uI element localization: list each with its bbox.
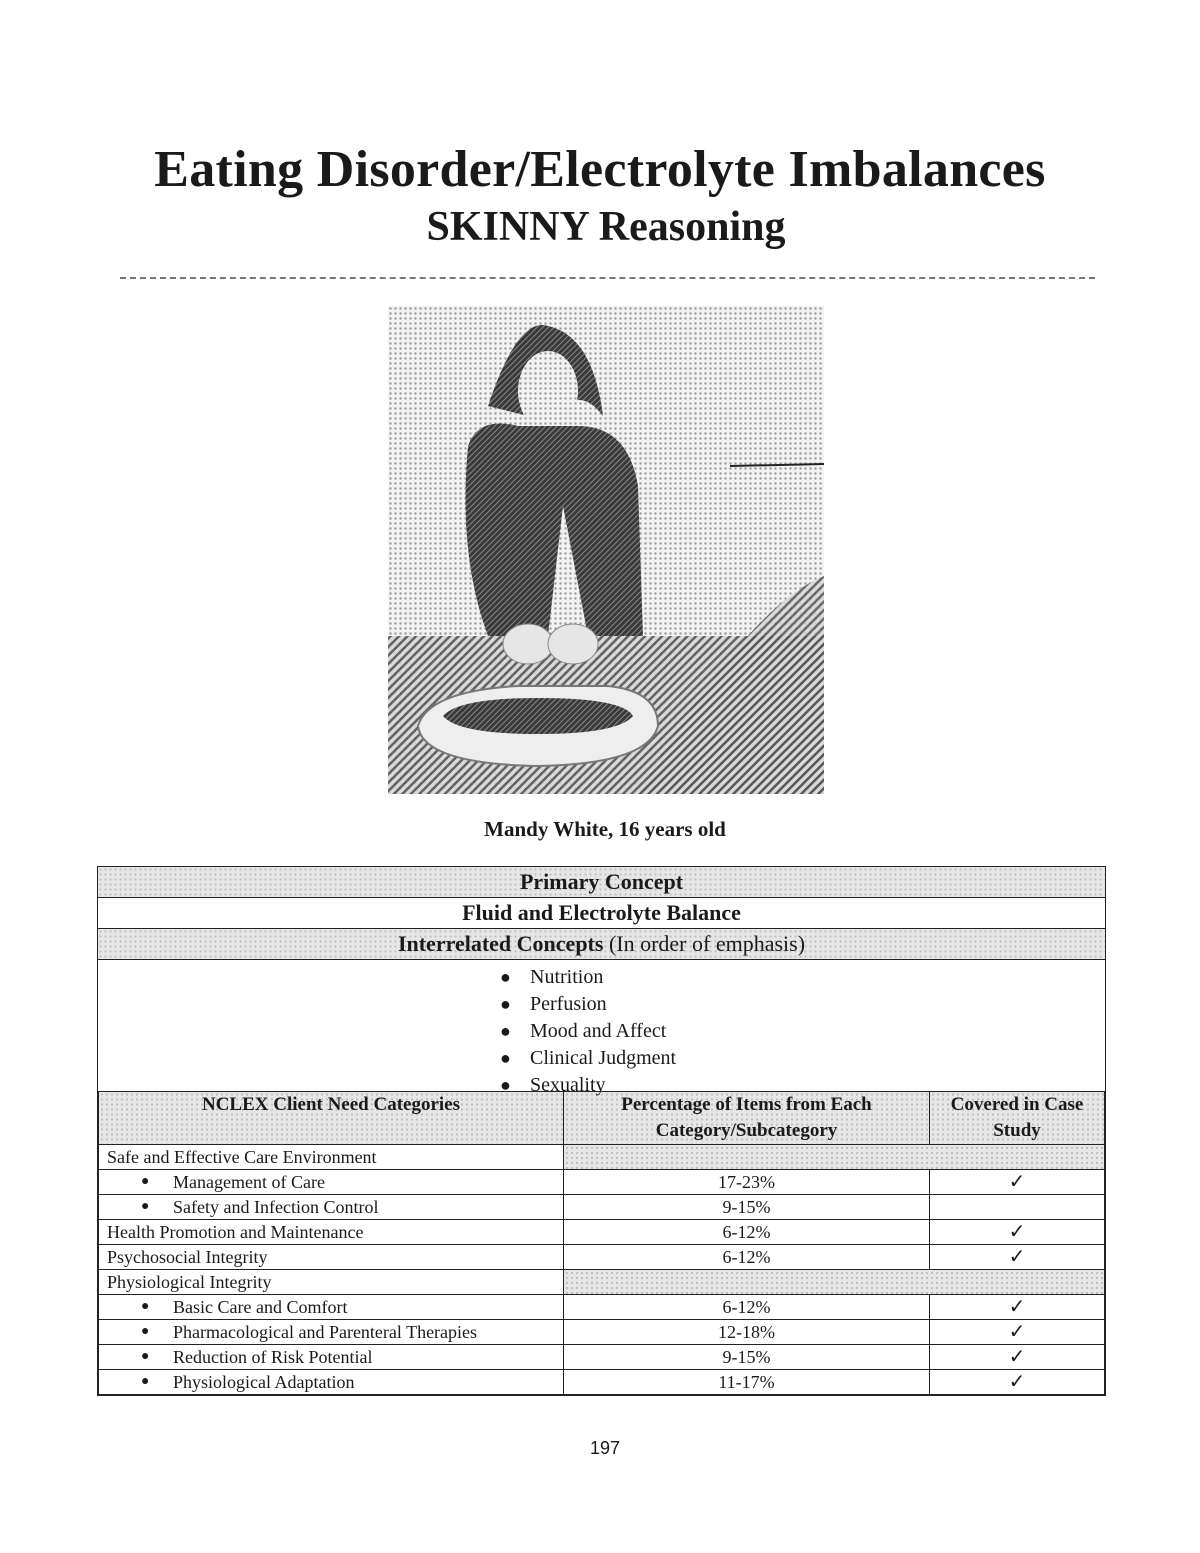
- table-row: [99, 1170, 1105, 1195]
- bullet-icon: ●: [500, 1021, 511, 1041]
- bullet-icon: ●: [500, 1075, 511, 1095]
- bullet-icon: ●: [500, 994, 511, 1014]
- dashed-divider: [120, 277, 1095, 279]
- checkmark-icon: ✓: [930, 1295, 1105, 1320]
- subcategory-label: Safety and Infection Control: [173, 1197, 379, 1217]
- table-row: [99, 1195, 1105, 1220]
- list-item: [98, 1018, 1105, 1045]
- checkmark-icon: ✓: [930, 1320, 1105, 1345]
- percentage-cell: 9-15%: [564, 1345, 930, 1370]
- category-filler: [564, 1145, 1105, 1170]
- nclex-table: [98, 1092, 1105, 1395]
- covered-cell: [930, 1195, 1105, 1220]
- percentage-cell: 17-23%: [564, 1170, 930, 1195]
- percentage-cell: 12-18%: [564, 1320, 930, 1345]
- primary-concept-value: Fluid and Electrolyte Balance: [98, 898, 1105, 929]
- list-item: [98, 991, 1105, 1018]
- checkmark-icon: ✓: [930, 1370, 1105, 1395]
- bullet-icon: ●: [141, 1174, 150, 1189]
- subcategory-label: Physiological Adaptation: [173, 1372, 355, 1392]
- percentage-cell: 11-17%: [564, 1370, 930, 1395]
- percentage-cell: 6-12%: [564, 1220, 930, 1245]
- list-item: [98, 1045, 1105, 1072]
- subcategory-cell: [99, 1170, 564, 1195]
- bullet-icon: ●: [141, 1349, 150, 1364]
- list-item-label: Sexuality: [530, 1074, 606, 1096]
- checkmark-icon: ✓: [930, 1245, 1105, 1270]
- subcategory-cell: [99, 1370, 564, 1395]
- table-row: [99, 1245, 1105, 1270]
- bullet-icon: ●: [141, 1324, 150, 1339]
- bullet-icon: ●: [500, 967, 511, 987]
- table-row: [99, 1145, 1105, 1170]
- patient-photo: [388, 306, 824, 794]
- table-row: [99, 1345, 1105, 1370]
- category-label: Psychosocial Integrity: [99, 1245, 564, 1270]
- column-header-category: NCLEX Client Need Categories: [99, 1092, 564, 1145]
- table-row: [99, 1220, 1105, 1245]
- subcategory-cell: [99, 1195, 564, 1220]
- photo-caption: Mandy White, 16 years old: [484, 817, 726, 841]
- percentage-cell: 6-12%: [564, 1295, 930, 1320]
- category-filler: [564, 1270, 1105, 1295]
- list-item: [98, 1072, 1105, 1099]
- list-item: [98, 964, 1105, 991]
- subcategory-cell: [99, 1295, 564, 1320]
- category-label: Physiological Integrity: [99, 1270, 564, 1295]
- bullet-icon: ●: [500, 1048, 511, 1068]
- list-item-label: Perfusion: [530, 993, 607, 1015]
- subcategory-cell: [99, 1345, 564, 1370]
- subcategory-cell: [99, 1320, 564, 1345]
- subcategory-label: Pharmacological and Parenteral Therapies: [173, 1322, 478, 1342]
- concepts-table: [97, 866, 1106, 1396]
- table-row: [99, 1295, 1105, 1320]
- table-row: [99, 1370, 1105, 1395]
- bullet-icon: ●: [141, 1199, 150, 1214]
- interrelated-heading-label: Interrelated Concepts: [397, 931, 604, 956]
- checkmark-icon: ✓: [930, 1345, 1105, 1370]
- primary-concept-heading: Primary Concept: [98, 867, 1105, 898]
- table-row: [99, 1270, 1105, 1295]
- page-title: Eating Disorder/Electrolyte Imbalances: [154, 141, 1046, 198]
- column-header-covered: Covered in Case Study: [930, 1092, 1105, 1145]
- category-label: Health Promotion and Maintenance: [99, 1220, 564, 1245]
- checkmark-icon: ✓: [930, 1170, 1105, 1195]
- list-item-label: Nutrition: [530, 966, 604, 988]
- list-item-label: Mood and Affect: [530, 1020, 667, 1042]
- checkmark-icon: ✓: [930, 1220, 1105, 1245]
- list-item-label: Clinical Judgment: [530, 1047, 677, 1069]
- percentage-cell: 9-15%: [564, 1195, 930, 1220]
- table-row: [99, 1320, 1105, 1345]
- bullet-icon: ●: [141, 1299, 150, 1314]
- bullet-icon: ●: [141, 1374, 150, 1389]
- percentage-cell: 6-12%: [564, 1245, 930, 1270]
- category-label: Safe and Effective Care Environment: [99, 1145, 564, 1170]
- interrelated-concepts-list: [98, 960, 1105, 1096]
- page-number: 197: [589, 1438, 621, 1458]
- page-subtitle: SKINNY Reasoning: [426, 204, 786, 250]
- interrelated-concepts-heading: [98, 929, 1105, 960]
- column-header-percentage: Percentage of Items from Each Category/Subcategory: [564, 1092, 930, 1145]
- interrelated-heading-note: (In order of emphasis): [608, 931, 806, 956]
- subcategory-label: Management of Care: [173, 1172, 325, 1192]
- subcategory-label: Reduction of Risk Potential: [173, 1347, 373, 1367]
- subcategory-label: Basic Care and Comfort: [173, 1297, 348, 1317]
